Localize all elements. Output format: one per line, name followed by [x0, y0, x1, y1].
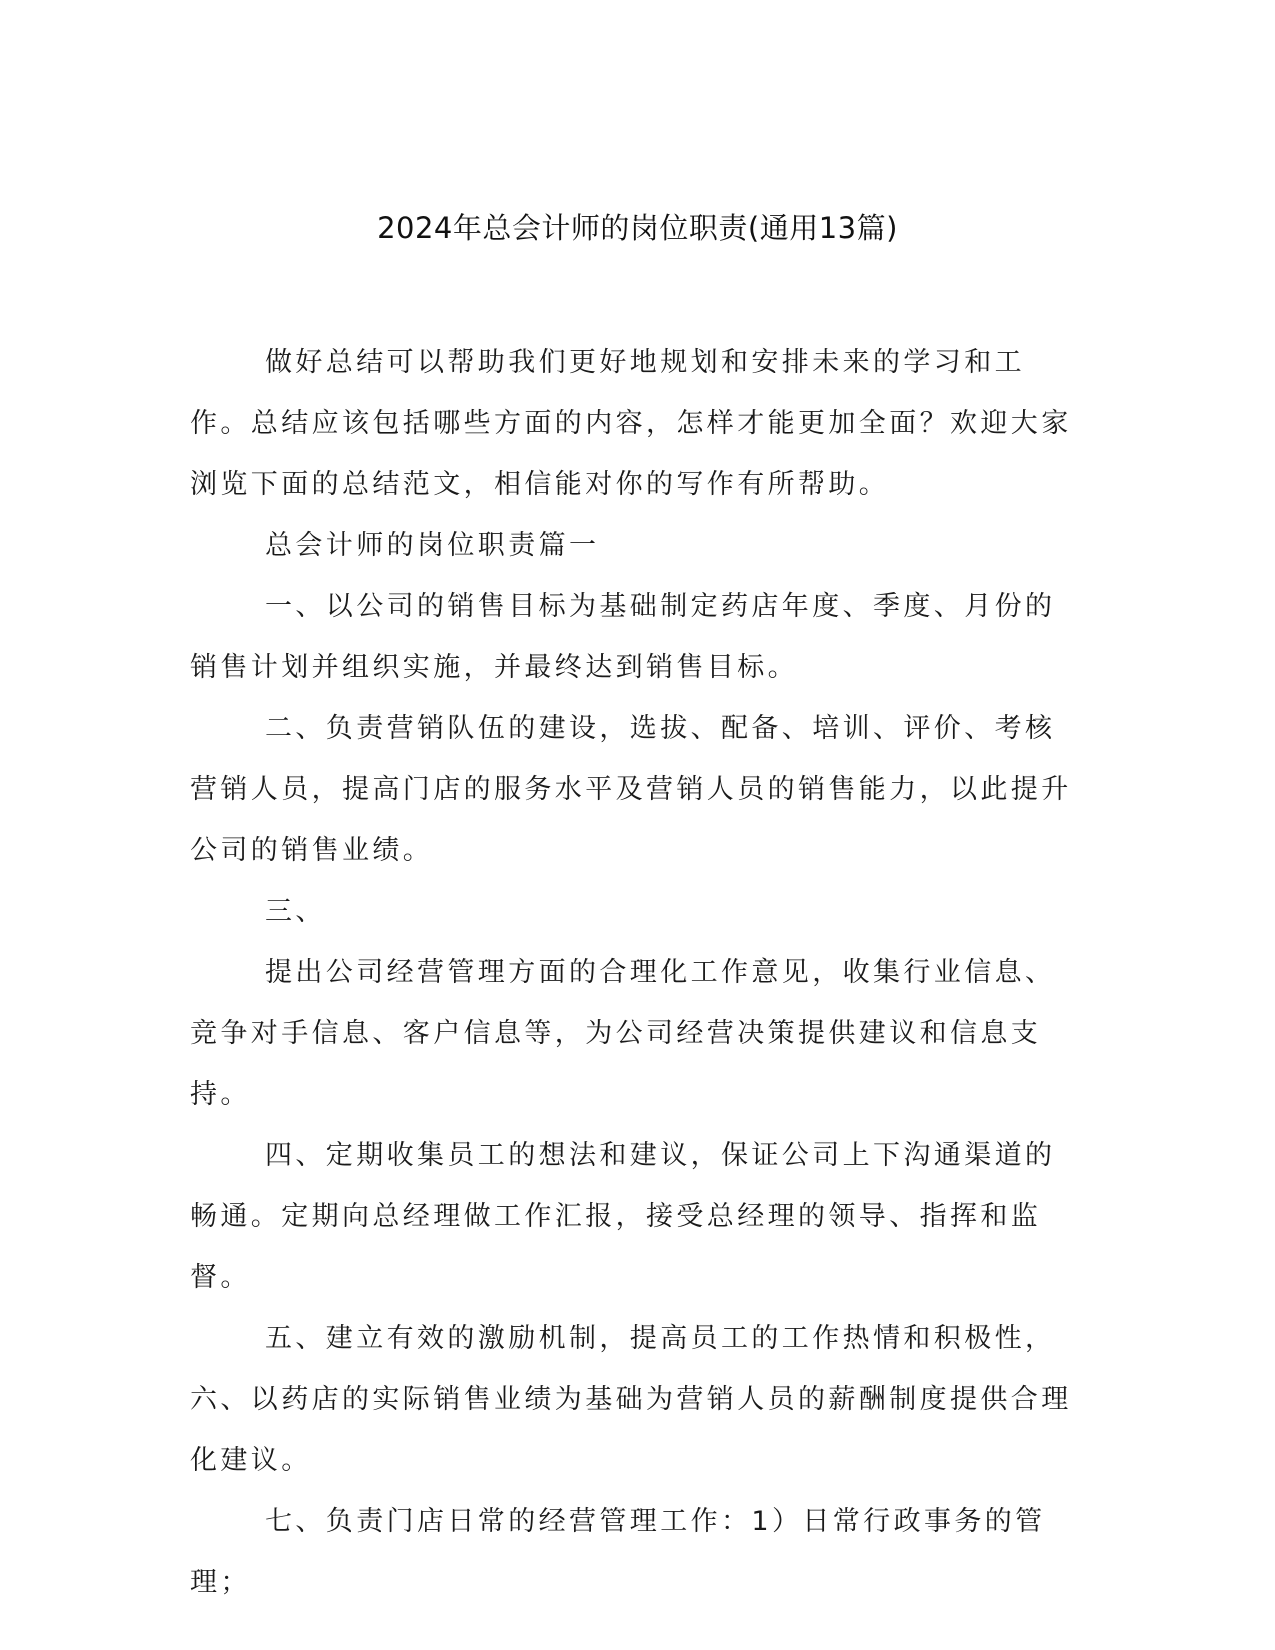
- section-heading: 总会计师的岗位职责篇一: [265, 530, 600, 561]
- duty-item-7: 七、负责门店日常的经营管理工作：1）日常行政事务的管理；: [190, 1506, 1046, 1598]
- duty-item-3-number: 三、: [265, 896, 326, 927]
- duty-item-5: 五、建立有效的激励机制，提高员工的工作热情和积极性，六、以药店的实际销售业绩为基础为营销人员的薪酬制度提供合理化建议。: [190, 1323, 1072, 1476]
- duty-item-3: 提出公司经营管理方面的合理化工作意见，收集行业信息、竞争对手信息、客户信息等，为公司经营决策提供建议和信息支持。: [190, 957, 1056, 1110]
- intro-paragraph: 做好总结可以帮助我们更好地规划和安排未来的学习和工作。总结应该包括哪些方面的内容，怎样才能更加全面？欢迎大家浏览下面的总结范文，相信能对你的写作有所帮助。: [190, 347, 1072, 500]
- duty-item-1: 一、以公司的销售目标为基础制定药店年度、季度、月份的销售计划并组织实施，并最终达到销售目标。: [190, 591, 1056, 683]
- duty-item-2: 二、负责营销队伍的建设，选拔、配备、培训、评价、考核营销人员，提高门店的服务水平及营销人员的销售能力，以此提升公司的销售业绩。: [190, 713, 1072, 866]
- document-body: [190, 332, 1076, 1613]
- document-title: 2024年总会计师的岗位职责(通用13篇): [377, 211, 898, 245]
- duty-item-4: 四、定期收集员工的想法和建议，保证公司上下沟通渠道的畅通。定期向总经理做工作汇报，接受总经理的领导、指挥和监督。: [190, 1140, 1056, 1293]
